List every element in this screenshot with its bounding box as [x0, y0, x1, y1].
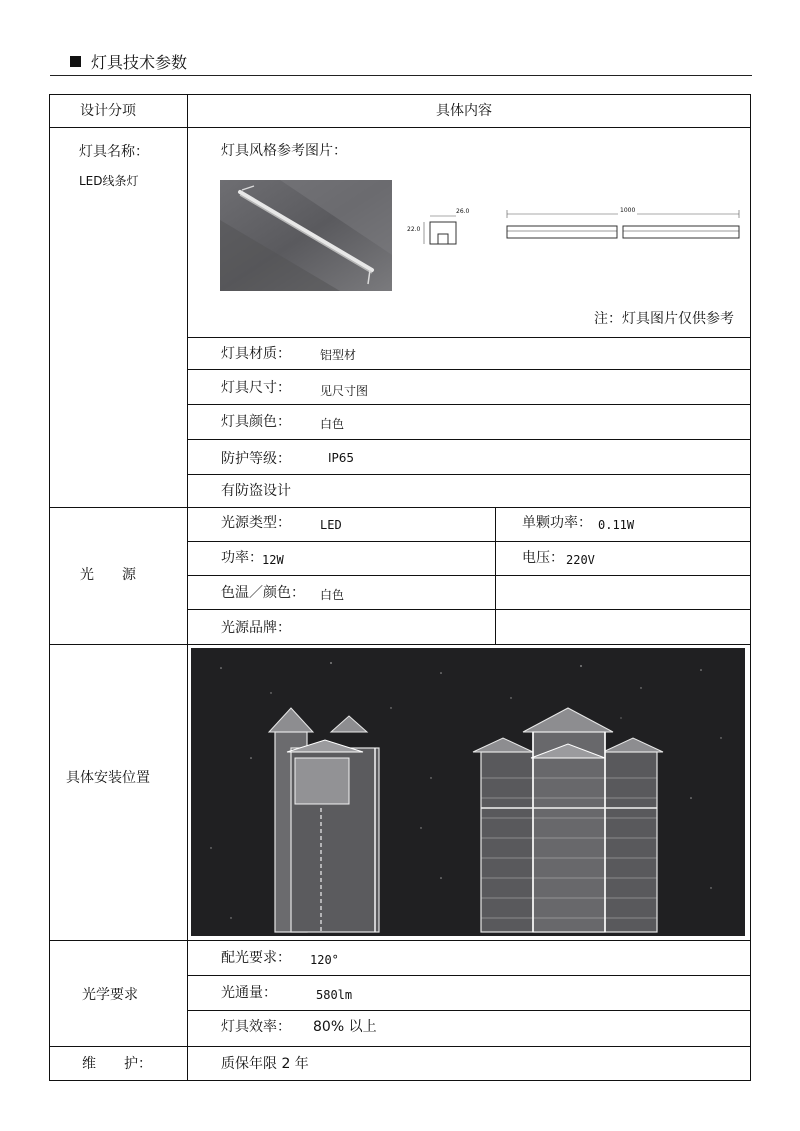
- row-sep: [187, 439, 751, 440]
- row-sep: [187, 337, 751, 338]
- table-border-bottom: [49, 1080, 751, 1081]
- style-reference-label: 灯具风格参考图片：: [221, 143, 347, 159]
- optics-label: 光学要求: [82, 987, 138, 1003]
- header-content: 具体内容: [436, 103, 492, 119]
- color-temp-label: 色温／颜色：: [221, 585, 305, 601]
- efficiency-label: 灯具效率：: [221, 1019, 291, 1035]
- unit-power-label: 单颗功率：: [522, 515, 592, 531]
- fixture-name-value: LED线条灯: [79, 174, 139, 188]
- row-sep: [49, 1046, 751, 1047]
- installation-photo: [191, 648, 745, 936]
- source-type-label: 光源类型：: [221, 515, 291, 531]
- row-sep: [187, 575, 751, 576]
- material-label: 灯具材质：: [221, 346, 291, 362]
- right-building: [473, 708, 663, 932]
- maintenance-label: 维 护：: [82, 1056, 152, 1072]
- reference-note: 注：灯具图片仅供参考: [594, 311, 734, 327]
- unit-power-value: 0.11W: [598, 518, 635, 532]
- voltage-value: 220V: [566, 553, 595, 567]
- color-label: 灯具颜色：: [221, 414, 291, 430]
- header-design-item: 设计分项: [80, 103, 136, 119]
- source-type-value: LED: [320, 518, 342, 532]
- row-sep: [49, 644, 751, 645]
- brand-label: 光源品牌：: [221, 620, 291, 636]
- power-value: 12W: [262, 553, 284, 567]
- width-dimension: 26.0: [456, 208, 470, 215]
- row-sep: [187, 541, 751, 542]
- row-sep: [187, 975, 751, 976]
- row-sep: [187, 609, 751, 610]
- light-source-label: 光 源: [80, 567, 136, 583]
- table-border-left: [49, 94, 50, 1081]
- fixture-photo: [220, 180, 392, 291]
- protection-value: IP65: [328, 451, 355, 465]
- row-sep: [187, 404, 751, 405]
- section-title-text: 灯具技术参数: [91, 53, 188, 72]
- length-dimension: 1000: [620, 207, 636, 214]
- material-value: 铝型材: [320, 348, 357, 362]
- luminous-flux-label: 光通量：: [221, 985, 277, 1001]
- beam-angle-value: 120°: [310, 953, 339, 967]
- fixture-name-label: 灯具名称：: [79, 144, 149, 160]
- beam-angle-label: 配光要求：: [221, 950, 291, 966]
- size-value: 见尺寸图: [320, 384, 369, 398]
- color-temp-value: 白色: [320, 588, 345, 602]
- protection-label: 防护等级：: [221, 451, 291, 467]
- power-label: 功率：: [221, 550, 263, 566]
- row-sep: [187, 369, 751, 370]
- light-source-col-divider: [495, 507, 496, 644]
- anti-theft-label: 有防盗设计: [221, 483, 291, 499]
- row-sep: [49, 507, 751, 508]
- row-sep: [49, 127, 751, 128]
- size-label: 灯具尺寸：: [221, 380, 291, 396]
- row-sep: [187, 1010, 751, 1011]
- height-dimension: 22.0: [407, 226, 421, 233]
- color-value: 白色: [320, 417, 345, 431]
- voltage-label: 电压：: [522, 550, 564, 566]
- row-sep: [49, 940, 751, 941]
- table-border-top: [49, 94, 751, 95]
- table-col-divider: [187, 94, 188, 1081]
- installation-label: 具体安装位置: [66, 770, 150, 786]
- table-border-right: [750, 94, 751, 1081]
- warranty-value: 质保年限 2 年: [221, 1056, 309, 1072]
- row-sep: [187, 474, 751, 475]
- luminous-flux-value: 580lm: [316, 988, 353, 1002]
- efficiency-value: 80% 以上: [313, 1019, 377, 1035]
